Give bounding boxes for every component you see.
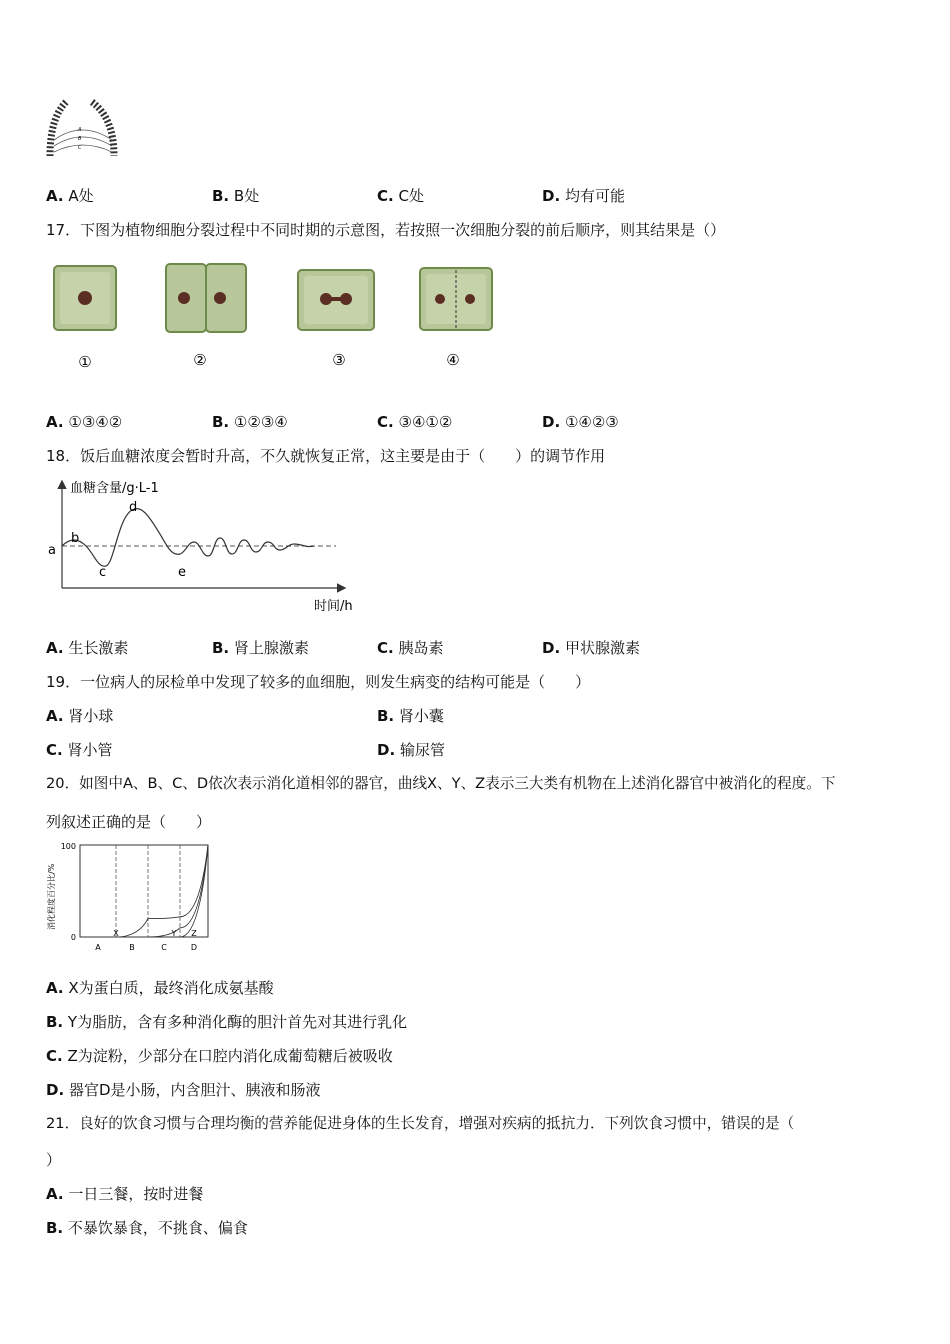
point-label-d: d	[129, 500, 138, 515]
point-label-c: c	[99, 565, 107, 580]
cell-label-4: ④	[446, 351, 460, 369]
series-y-label: Y	[171, 929, 177, 938]
q20-stem-line2: 列叙述正确的是（ ）	[46, 813, 212, 831]
curve-c	[54, 145, 112, 152]
q21-stem-line2: ）	[46, 1151, 62, 1169]
curve-a	[54, 130, 112, 140]
q18-stem: 18．饭后血糖浓度会暂时升高，不久就恢复正常，这主要是由于（ ）的调节作用	[46, 447, 606, 465]
q21-option-b: B. 不暴饮暴食，不挑食、偏食	[46, 1219, 248, 1237]
point-label-e: e	[178, 565, 186, 580]
q20-option-c: C. Z为淀粉，少部分在口腔内消化成葡萄糖后被吸收	[46, 1047, 393, 1065]
q18-option-c: C. 胰岛素	[377, 639, 444, 657]
cell-label-3: ③	[332, 351, 346, 369]
q16-option-a: A. A处	[46, 187, 94, 205]
q19-option-c: C. 肾小管	[46, 741, 113, 759]
q18-option-d: D. 甲状腺激素	[542, 639, 640, 657]
point-label-b: b	[71, 531, 80, 546]
q17-option-a: A. ①③④②	[46, 413, 123, 431]
q17-option-c: C. ③④①②	[377, 413, 453, 431]
q19-stem: 19．一位病人的尿检单中发现了较多的血细胞，则发生病变的结构可能是（ ）	[46, 673, 591, 691]
fig-label-c: C	[78, 145, 82, 151]
fig-label-a: A	[78, 127, 82, 133]
q18-option-a: A. 生长激素	[46, 639, 129, 657]
q18-option-b: B. 肾上腺激素	[212, 639, 309, 657]
series-y-line	[90, 845, 208, 937]
series-x-line	[90, 845, 208, 937]
cell-1	[54, 266, 116, 330]
point-label-a: a	[48, 543, 56, 558]
q20-stem-line1: 20．如图中A、B、C、D依次表示消化道相邻的器官，曲线X、Y、Z表示三大类有机物在上述消化器官中被消化的程度。下	[46, 775, 836, 792]
category-label-c: C	[161, 943, 167, 952]
ytick-100: 100	[60, 842, 76, 851]
q20-option-a: A. X为蛋白质，最终消化成氨基酸	[46, 979, 274, 997]
cell-label-1: ①	[78, 353, 92, 371]
q18-blood-sugar-chart	[44, 478, 364, 613]
q17-option-d: D. ①④②③	[542, 413, 619, 431]
q21-option-a: A. 一日三餐，按时进餐	[46, 1185, 204, 1203]
series-z-line	[90, 845, 208, 937]
q17-cells-figure	[46, 258, 516, 378]
q16-option-c: C. C处	[377, 187, 424, 205]
q17-option-b: B. ①②③④	[212, 413, 288, 431]
y-axis-label: 消化程度百分比/%	[47, 863, 56, 930]
category-label-a: A	[95, 943, 101, 952]
cell-label-2: ②	[193, 351, 207, 369]
cell-2	[166, 264, 246, 332]
right-rib-band	[92, 102, 114, 156]
category-label-b: B	[129, 943, 135, 952]
category-label-d: D	[190, 943, 198, 952]
x-axis-label: 时间/h	[314, 599, 353, 614]
fig-label-b: B	[78, 136, 82, 142]
series-z-label: Z	[191, 929, 197, 938]
y-axis-label: 血糖含量/g·L-1	[70, 481, 159, 496]
q20-option-d: D. 器官D是小肠，内含胆汁、胰液和肠液	[46, 1081, 321, 1099]
cell-3	[298, 270, 374, 330]
q17-stem: 17．下图为植物细胞分裂过程中不同时期的示意图，若按照一次细胞分裂的前后顺序，则其结果是（）	[46, 221, 726, 239]
blood-sugar-curve	[62, 509, 314, 567]
q21-stem-line1: 21．良好的饮食习惯与合理均衡的营养能促进身体的生长发育，增强对疾病的抵抗力．下列饮食习惯中，错误的是（	[46, 1115, 795, 1132]
q20-digestion-chart	[44, 840, 224, 955]
q19-option-d: D. 输尿管	[377, 741, 445, 759]
q19-option-a: A. 肾小球	[46, 707, 114, 725]
ytick-0: 0	[70, 933, 76, 942]
q20-option-b: B. Y为脂肪，含有多种消化酶的胆汁首先对其进行乳化	[46, 1013, 408, 1031]
cell-4	[420, 268, 492, 330]
series-x-label: X	[113, 929, 119, 938]
q16-option-d: D. 均有可能	[542, 187, 625, 205]
q19-option-b: B. 肾小囊	[377, 707, 444, 725]
q16-option-b: B. B处	[212, 187, 260, 205]
q16-figure	[44, 98, 124, 163]
